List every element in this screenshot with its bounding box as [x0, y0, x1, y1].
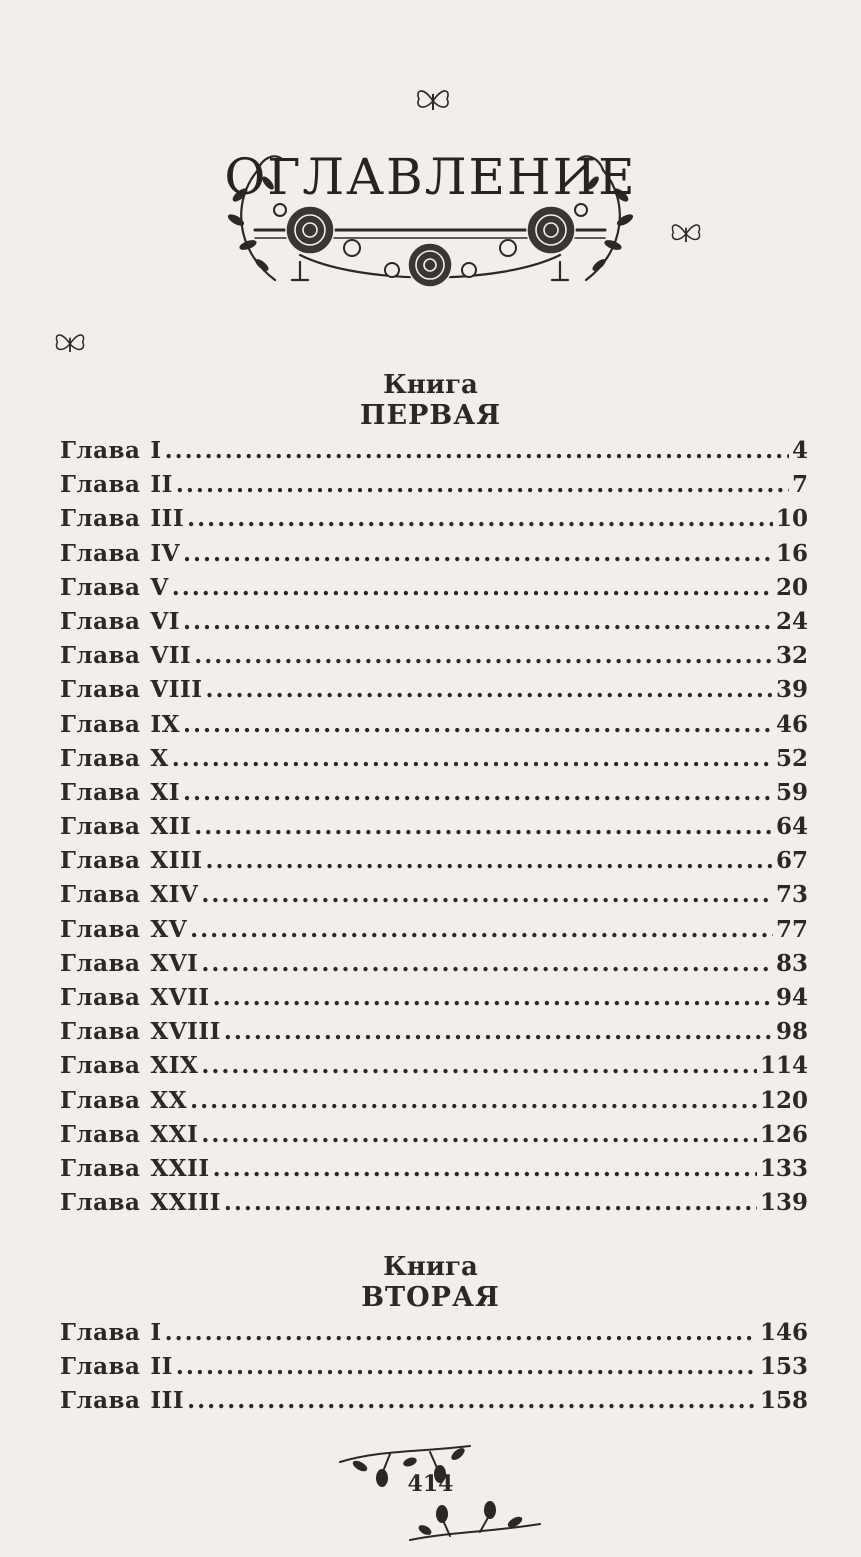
book-number: ВТОРАЯ: [361, 1282, 500, 1313]
butterfly-icon: [668, 220, 704, 248]
chapter-title: [60, 984, 210, 1011]
page-ref: 158: [759, 1387, 808, 1415]
toc-list: [60, 437, 808, 1223]
dot-leader: [201, 881, 773, 908]
dot-leader: [190, 916, 773, 943]
chapter-numeral: XVI: [150, 949, 199, 977]
page-ref: 153: [759, 1353, 808, 1381]
toc-entry: [60, 779, 808, 813]
toc-entry: [60, 1353, 808, 1387]
toc-entry: [60, 1121, 808, 1155]
toc-entry: [60, 676, 808, 710]
chapter-title: [60, 1155, 210, 1182]
chapter-numeral: XXI: [150, 1120, 199, 1148]
chapter-word: Глава: [60, 1387, 141, 1415]
toc-entry: [60, 540, 808, 574]
chapter-word: Глава: [60, 471, 141, 499]
dot-leader: [201, 1052, 757, 1079]
dot-leader: [183, 540, 773, 567]
chapter-title: [60, 711, 180, 738]
toc-entry: [60, 471, 808, 505]
page-ref: 20: [775, 573, 808, 601]
chapter-numeral: XIX: [150, 1052, 199, 1080]
page-ref: 146: [759, 1319, 808, 1346]
chapter-title: [60, 540, 180, 567]
chapter-numeral: XI: [150, 778, 180, 806]
chapter-word: Глава: [60, 676, 141, 704]
chapter-word: Глава: [60, 984, 141, 1011]
chapter-numeral: XIV: [150, 881, 199, 909]
toc-entry: [60, 1018, 808, 1052]
chapter-word: Глава: [60, 1052, 141, 1080]
chapter-word: Глава: [60, 1319, 141, 1346]
dot-leader: [213, 984, 773, 1011]
book-header: [0, 1252, 861, 1313]
chapter-title: [60, 505, 184, 532]
toc-entry: [60, 847, 808, 881]
toc-entry: [60, 1052, 808, 1086]
chapter-numeral: XII: [150, 813, 192, 841]
chapter-numeral: I: [150, 437, 162, 464]
page-ref: 126: [759, 1120, 808, 1148]
page-ref: 32: [775, 642, 808, 670]
chapter-word: Глава: [60, 710, 141, 738]
dot-leader: [187, 505, 773, 532]
page-ref: 52: [775, 744, 808, 772]
chapter-title: [60, 608, 180, 635]
chapter-word: Глава: [60, 1018, 141, 1046]
dot-leader: [224, 1018, 773, 1045]
toc-entry: [60, 984, 808, 1018]
dot-leader: [206, 847, 773, 874]
page-ref: 64: [775, 813, 808, 841]
toc-entry: [60, 711, 808, 745]
dot-leader: [213, 1155, 757, 1182]
chapter-word: Глава: [60, 813, 141, 841]
page-ref: 83: [775, 949, 808, 977]
chapter-numeral: V: [150, 573, 169, 601]
page-ref: 24: [775, 607, 808, 635]
chapter-word: Глава: [60, 744, 141, 772]
chapter-numeral: XVII: [150, 984, 210, 1011]
chapter-numeral: III: [150, 505, 185, 533]
page-ref: 77: [775, 915, 808, 943]
dot-leader: [183, 711, 773, 738]
page-ref: 46: [775, 710, 808, 738]
page-ref: 4: [791, 437, 808, 464]
page-ref: 7: [791, 471, 808, 499]
toc-entry: [60, 813, 808, 847]
toc-entry: [60, 916, 808, 950]
toc-entry: [60, 1189, 808, 1223]
chapter-title: [60, 1018, 221, 1045]
toc-entry: [60, 881, 808, 915]
chapter-word: Глава: [60, 1120, 141, 1148]
chapter-word: Глава: [60, 607, 141, 635]
toc-entry: [60, 437, 808, 471]
page-ref: 120: [759, 1086, 808, 1114]
dot-leader: [224, 1189, 757, 1216]
chapter-numeral: XIII: [150, 847, 203, 875]
dot-leader: [201, 1121, 757, 1148]
dot-leader: [165, 1319, 757, 1346]
page-ref: 10: [775, 505, 808, 533]
dot-leader: [194, 813, 773, 840]
page-ref: 39: [775, 676, 808, 704]
chapter-word: Глава: [60, 505, 141, 533]
toc-entry: [60, 505, 808, 539]
page-ref: 133: [759, 1154, 808, 1182]
page-ref: 67: [775, 847, 808, 875]
toc-entry: [60, 574, 808, 608]
dot-leader: [176, 471, 789, 498]
chapter-numeral: II: [150, 471, 173, 499]
chapter-word: Глава: [60, 847, 141, 875]
chapter-word: Глава: [60, 437, 141, 464]
chapter-numeral: VII: [150, 642, 192, 670]
chapter-numeral: VIII: [150, 676, 203, 704]
page-number: 414: [407, 1471, 454, 1497]
chapter-title: [60, 471, 173, 498]
chapter-title: [60, 1353, 173, 1380]
book-label: Книга: [383, 1252, 478, 1282]
chapter-numeral: I: [150, 1319, 162, 1346]
chapter-title: [60, 881, 198, 908]
page-ref: 98: [775, 1018, 808, 1046]
chapter-title: [60, 1189, 221, 1216]
toc-entry: [60, 745, 808, 779]
chapter-word: Глава: [60, 915, 141, 943]
chapter-title: [60, 1319, 162, 1346]
chapter-title: [60, 1087, 187, 1114]
page-ref: 139: [759, 1189, 808, 1217]
dot-leader: [172, 574, 773, 601]
dot-leader: [183, 779, 773, 806]
dot-leader: [201, 950, 773, 977]
chapter-title: [60, 745, 169, 772]
chapter-word: Глава: [60, 642, 141, 670]
dot-leader: [183, 608, 773, 635]
chapter-numeral: IV: [150, 539, 180, 567]
chapter-numeral: VI: [150, 607, 180, 635]
chapter-numeral: II: [150, 1353, 173, 1381]
toc-entry: [60, 608, 808, 642]
page-ref: 114: [759, 1052, 808, 1080]
chapter-numeral: III: [150, 1387, 185, 1415]
chapter-numeral: X: [150, 744, 169, 772]
toc-entry: [60, 950, 808, 984]
dot-leader: [172, 745, 773, 772]
chapter-title: [60, 916, 187, 943]
chapter-title: [60, 1052, 198, 1079]
chapter-numeral: XXII: [150, 1154, 210, 1182]
chapter-title: [60, 1387, 184, 1414]
chapter-word: Глава: [60, 1189, 141, 1217]
page-ref: 16: [775, 539, 808, 567]
toc-entry: [60, 1319, 808, 1353]
chapter-word: Глава: [60, 539, 141, 567]
page-title: ОГЛАВЛЕНИЕ: [224, 148, 637, 206]
chapter-word: Глава: [60, 1086, 141, 1114]
chapter-title: [60, 574, 169, 601]
toc-entry: [60, 1387, 808, 1421]
page-ref: 73: [775, 881, 808, 909]
chapter-title: [60, 950, 198, 977]
page-ref: 59: [775, 778, 808, 806]
chapter-word: Глава: [60, 1154, 141, 1182]
toc-entry: [60, 1087, 808, 1121]
chapter-title: [60, 676, 203, 703]
dot-leader: [187, 1387, 757, 1414]
chapter-title: [60, 1121, 198, 1148]
book-header: [0, 370, 861, 431]
chapter-word: Глава: [60, 573, 141, 601]
chapter-title: [60, 642, 191, 669]
dot-leader: [194, 642, 773, 669]
butterfly-icon: [413, 86, 453, 116]
chapter-numeral: XXIII: [150, 1189, 221, 1217]
book-label: Книга: [383, 370, 478, 400]
book-number: ПЕРВАЯ: [360, 400, 501, 431]
chapter-word: Глава: [60, 949, 141, 977]
chapter-title: [60, 779, 180, 806]
chapter-title: [60, 813, 191, 840]
chapter-word: Глава: [60, 1353, 141, 1381]
chapter-word: Глава: [60, 778, 141, 806]
dot-leader: [176, 1353, 757, 1380]
chapter-numeral: XV: [150, 915, 188, 943]
butterfly-icon: [52, 330, 88, 358]
chapter-word: Глава: [60, 881, 141, 909]
page-ref: 94: [775, 984, 808, 1011]
toc-entry: [60, 642, 808, 676]
chapter-title: [60, 847, 203, 874]
chapter-numeral: IX: [150, 710, 180, 738]
toc-list: [60, 1319, 808, 1422]
chapter-title: [60, 437, 162, 464]
dot-leader: [165, 437, 789, 464]
dot-leader: [190, 1087, 757, 1114]
chapter-numeral: XVIII: [150, 1018, 221, 1046]
dot-leader: [206, 676, 773, 703]
toc-entry: [60, 1155, 808, 1189]
chapter-numeral: XX: [150, 1086, 188, 1114]
